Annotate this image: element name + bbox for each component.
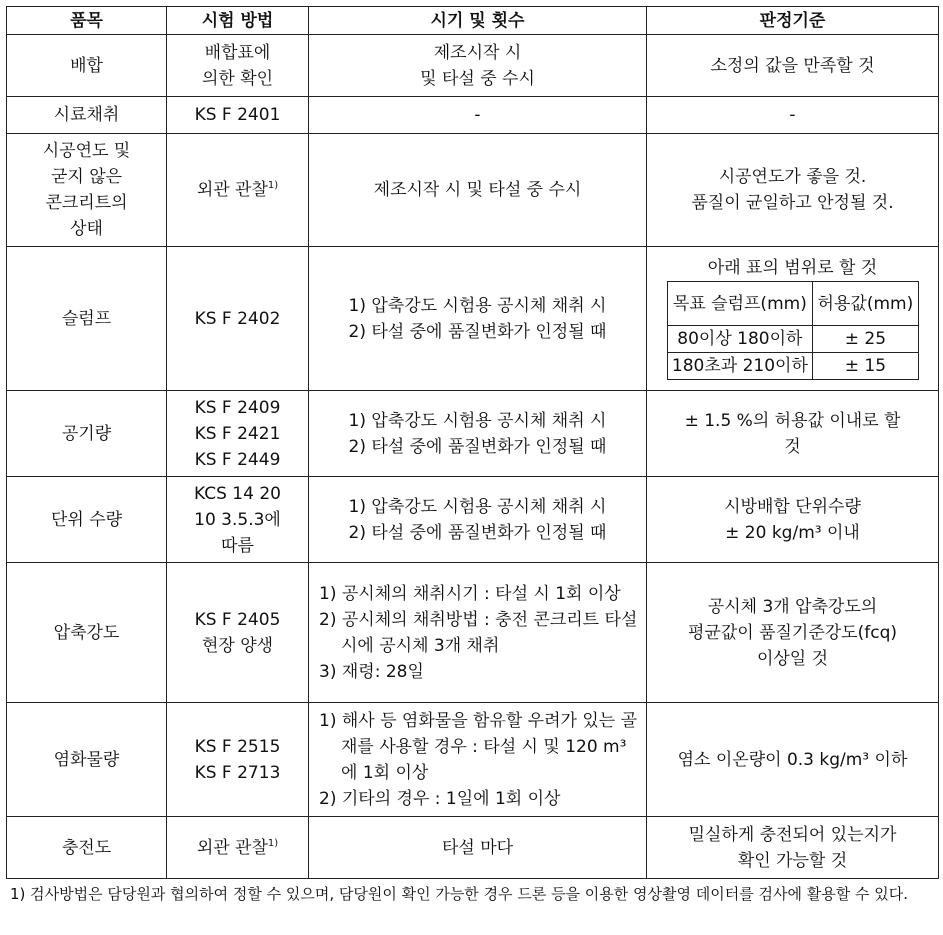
item-text: 충전도 [61, 837, 112, 858]
timing-cell [309, 391, 647, 477]
timing-cell [309, 703, 647, 817]
list-item: 2) 공시체의 채취방법 : 충전 콘크리트 타설 시에 공시체 3개 채취 [319, 609, 638, 656]
method-text: KS F 2402 [194, 308, 281, 329]
criteria-cell [647, 97, 939, 134]
method-text: KS F 2515 KS F 2713 [194, 736, 281, 783]
method-text: 외관 관찰 [196, 837, 268, 858]
table-row [7, 391, 939, 477]
item-cell [7, 703, 167, 817]
criteria-text: ± 1.5 %의 허용값 이내로 할 것 [684, 410, 901, 457]
list-item: 1) 압축강도 시험용 공시체 채취 시 [348, 295, 607, 316]
slump-tolerance: ± 15 [813, 353, 918, 380]
method-text: KS F 2401 [194, 105, 281, 125]
method-cell [167, 703, 309, 817]
slump-row [667, 353, 918, 380]
slump-range: 80이상 180이하 [667, 326, 813, 353]
item-cell [7, 477, 167, 563]
slump-tolerance: ± 25 [813, 326, 918, 353]
table-row [7, 247, 939, 391]
header-timing: 시기 및 횟수 [309, 7, 647, 35]
slump-header-tolerance: 허용값(mm) [813, 282, 918, 326]
item-cell [7, 134, 167, 247]
footnote-marker: 1) [267, 837, 279, 849]
timing-cell [309, 477, 647, 563]
list-item: 3) 재령: 28일 [319, 661, 424, 682]
timing-cell [309, 97, 647, 134]
timing-text: - [474, 105, 481, 125]
timing-list [319, 708, 642, 812]
timing-list [349, 408, 607, 460]
list-item: 2) 기타의 경우 : 1일에 1회 이상 [319, 788, 561, 809]
criteria-cell [647, 134, 939, 247]
item-text: 공기량 [61, 423, 112, 444]
method-text: 배합표에 의한 확인 [201, 42, 274, 89]
method-cell [167, 134, 309, 247]
method-text: KS F 2409 KS F 2421 KS F 2449 [194, 397, 281, 470]
table-row [7, 97, 939, 134]
item-cell [7, 563, 167, 703]
table-row [7, 477, 939, 563]
header-method: 시험 방법 [167, 7, 309, 35]
list-item: 2) 타설 중에 품질변화가 인정될 때 [348, 522, 607, 543]
item-cell [7, 391, 167, 477]
table-row [7, 817, 939, 879]
criteria-caption: 아래 표의 범위로 할 것 [707, 258, 878, 278]
method-text: KS F 2405 현장 양생 [194, 609, 281, 656]
item-text: 시료채취 [53, 105, 120, 125]
list-item: 1) 압축강도 시험용 공시체 채취 시 [348, 496, 607, 517]
footnote: 1) 검사방법은 담당원과 협의하여 정할 수 있으며, 담당원이 확인 가능한 경우 드론 등을 이용한 영상촬영 데이터를 검사에 활용할 수 있다. [10, 885, 908, 903]
timing-list [349, 494, 607, 546]
criteria-text: 시공연도가 좋을 것. 품질이 균일하고 안정될 것. [691, 167, 894, 213]
list-item: 2) 타설 중에 품질변화가 인정될 때 [348, 321, 607, 342]
table-row [7, 134, 939, 247]
list-item: 1) 압축강도 시험용 공시체 채취 시 [348, 410, 607, 431]
criteria-cell [647, 817, 939, 879]
timing-cell [309, 563, 647, 703]
item-cell [7, 247, 167, 391]
criteria-text: 밀실하게 충전되어 있는지가 확인 가능할 것 [688, 824, 897, 871]
timing-text: 제조시작 시 및 타설 중 수시 [373, 180, 582, 200]
table-row [7, 703, 939, 817]
criteria-cell [647, 477, 939, 563]
timing-cell [309, 247, 647, 391]
method-text: KCS 14 20 10 3.5.3에 따름 [194, 483, 281, 556]
timing-text: 타설 마다 [441, 837, 514, 858]
method-cell [167, 391, 309, 477]
item-cell [7, 817, 167, 879]
method-text: 외관 관찰 [196, 180, 268, 200]
criteria-text: 소정의 값을 만족할 것 [710, 55, 875, 76]
timing-list [349, 293, 607, 345]
list-item: 1) 공시체의 채취시기 : 타설 시 1회 이상 [319, 583, 621, 604]
method-cell [167, 35, 309, 97]
slump-header-target: 목표 슬럼프(mm) [667, 282, 813, 326]
list-item: 2) 타설 중에 품질변화가 인정될 때 [348, 436, 607, 457]
criteria-text: 시방배합 단위수량 ± 20 kg/m³ 이내 [724, 496, 861, 543]
criteria-text: - [789, 105, 796, 125]
method-cell [167, 247, 309, 391]
header-row [7, 7, 939, 35]
table-row [7, 563, 939, 703]
header-item: 품목 [7, 7, 167, 35]
slump-header-row [667, 282, 918, 326]
slump-row [667, 326, 918, 353]
item-text: 시공연도 및 굳지 않은 콘크리트의 상태 [42, 141, 131, 239]
item-text: 배합 [70, 55, 103, 76]
item-cell [7, 35, 167, 97]
criteria-cell [647, 247, 939, 391]
criteria-cell [647, 35, 939, 97]
criteria-text: 염소 이온량이 0.3 kg/m³ 이하 [677, 749, 908, 770]
criteria-cell [647, 703, 939, 817]
timing-text: 제조시작 시 및 타설 중 수시 [420, 42, 535, 89]
criteria-cell [647, 563, 939, 703]
method-cell [167, 477, 309, 563]
item-text: 압축강도 [53, 622, 120, 643]
timing-list [319, 581, 642, 685]
footnote-marker: 1) [267, 180, 279, 191]
timing-cell [309, 134, 647, 247]
header-criteria: 판정기준 [647, 7, 939, 35]
item-text: 슬럼프 [61, 308, 112, 329]
method-cell [167, 97, 309, 134]
timing-cell [309, 35, 647, 97]
method-cell [167, 563, 309, 703]
method-cell [167, 817, 309, 879]
quality-test-table [6, 6, 939, 879]
slump-tolerance-table [667, 281, 919, 380]
table-row [7, 35, 939, 97]
slump-range: 180초과 210이하 [667, 353, 813, 380]
list-item: 1) 해사 등 염화물을 함유할 우려가 있는 골재를 사용할 경우 : 타설 시 및 120 m³ 에 1회 이상 [319, 710, 638, 783]
item-text: 단위 수량 [50, 509, 123, 530]
criteria-cell [647, 391, 939, 477]
criteria-text: 공시체 3개 압축강도의 평균값이 품질기준강도(fcq) 이상일 것 [687, 596, 897, 669]
timing-cell [309, 817, 647, 879]
item-text: 염화물량 [53, 749, 120, 770]
item-cell [7, 97, 167, 134]
